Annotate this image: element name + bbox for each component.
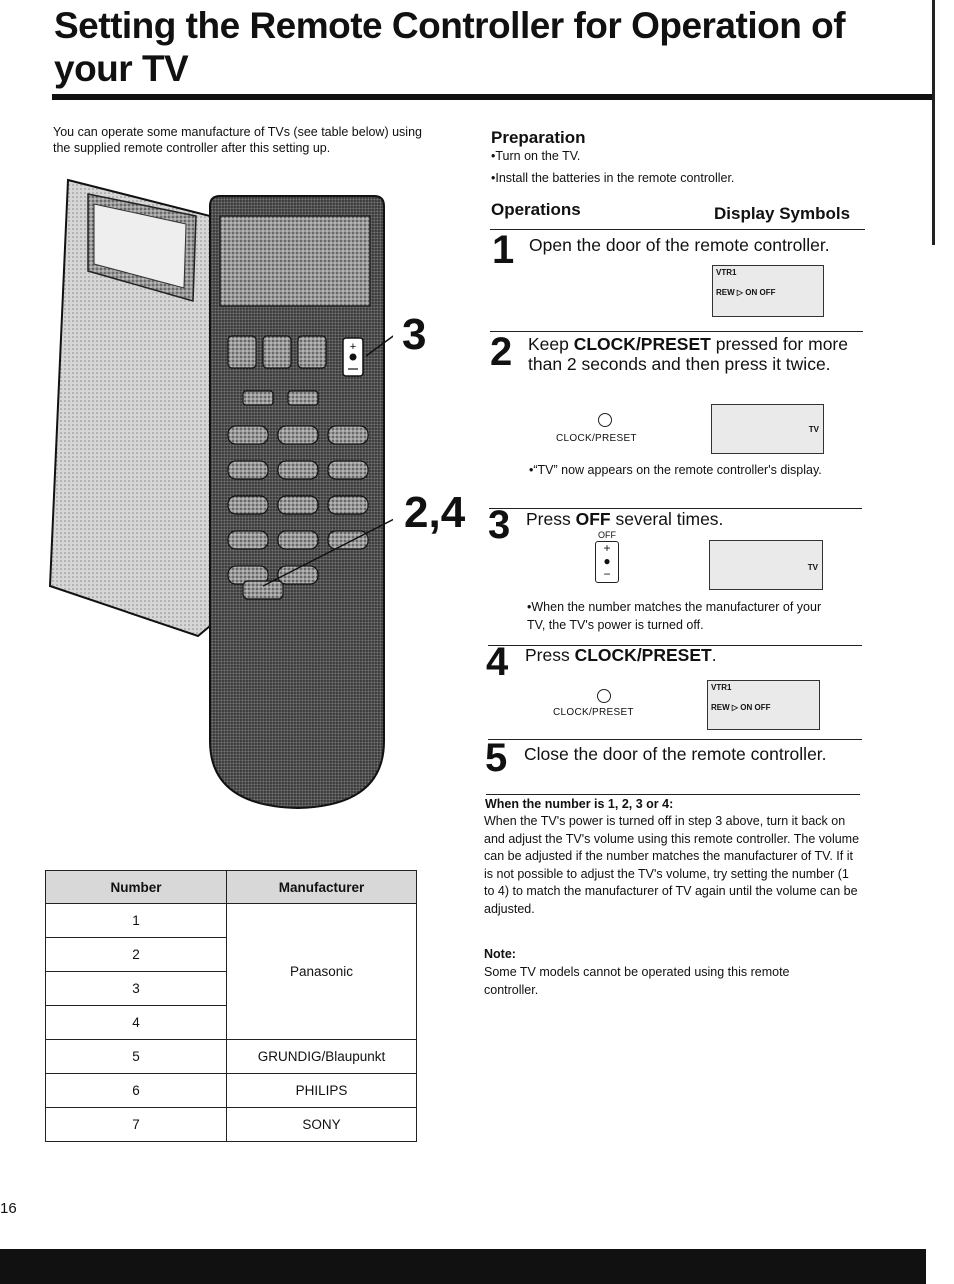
note-text: Some TV models cannot be operated using this remote controller.	[484, 965, 790, 997]
table-header-row	[46, 871, 417, 904]
preparation-item: •Turn on the TV.	[491, 149, 581, 163]
page-edge-line	[932, 0, 935, 245]
table-row	[46, 904, 417, 938]
step-key-name: CLOCK/PRESET	[573, 334, 711, 354]
divider	[488, 739, 862, 740]
step-text-part: Press	[526, 509, 576, 529]
step-number: 4	[486, 640, 509, 684]
step-note: •“TV” now appears on the remote controller's display.	[529, 463, 822, 477]
number-cell: 3	[46, 972, 227, 1006]
clock-preset-button-icon	[598, 413, 612, 427]
when-number-text: When the TV's power is turned off in step 3 above, turn it back on and adjust the TV's volume using this remote controller. The volume can be adjusted if the number matches the manufacturer of TV. If it is not possible to adjust the TV's volume, try setting the number (1 to 4) to match the manufacturer of TV again until the volume can be adjusted.	[484, 814, 860, 916]
lcd-row: REW ▷ ON OFF	[716, 288, 776, 297]
page-number: 16	[0, 1200, 17, 1217]
preparation-item: •Install the batteries in the remote controller.	[491, 171, 735, 185]
page-title: Setting the Remote Controller for Operation of your TV	[54, 5, 846, 89]
manufacturer-cell: Panasonic	[227, 904, 417, 1040]
lcd-display	[709, 540, 823, 590]
intro-text: You can operate some manufacture of TVs (see table below) using the supplied remote controller after this setting up.	[53, 125, 422, 155]
table-row	[46, 1074, 417, 1108]
step-text	[528, 334, 858, 374]
step-key-name: CLOCK/PRESET	[574, 645, 712, 665]
step-number: 2	[490, 330, 513, 374]
table-row	[46, 1108, 417, 1142]
display-symbols-heading: Display Symbols	[714, 204, 851, 223]
divider	[490, 331, 863, 332]
svg-text:+: +	[349, 341, 357, 353]
clock-preset-label: CLOCK/PRESET	[553, 707, 634, 718]
number-cell: 5	[46, 1040, 227, 1074]
column-header-number: Number	[46, 871, 227, 904]
manufacturer-cell: PHILIPS	[227, 1074, 417, 1108]
manufacturer-cell: GRUNDIG/Blaupunkt	[227, 1040, 417, 1074]
callout-steps-2-4: 2,4	[404, 488, 466, 537]
step-text-part: Press	[525, 645, 575, 665]
lcd-display	[711, 404, 824, 454]
step-text-part: Keep	[528, 334, 574, 354]
step-text-part: pressed for more than 2 seconds and then press it twice.	[528, 334, 848, 374]
lcd-display	[707, 680, 820, 730]
clock-preset-button-icon	[597, 689, 611, 703]
operations-heading: Operations	[491, 200, 581, 219]
step-text: Open the door of the remote controller.	[529, 235, 830, 255]
note-heading: Note:	[484, 947, 516, 961]
callout-step-3: 3	[402, 310, 427, 359]
table-row	[46, 1040, 417, 1074]
number-cell: 7	[46, 1108, 227, 1142]
number-cell: 2	[46, 938, 227, 972]
number-cell: 6	[46, 1074, 227, 1108]
step-number: 1	[492, 228, 515, 272]
step-text	[525, 645, 855, 665]
step-number: 3	[488, 503, 511, 547]
lcd-display	[712, 265, 824, 317]
step-text	[526, 509, 856, 529]
column-header-manufacturer: Manufacturer	[227, 871, 417, 904]
step-text-part: .	[711, 645, 717, 665]
lcd-vtr-label: VTR1	[716, 268, 737, 277]
lcd-vtr-label: VTR1	[711, 683, 732, 692]
off-label: OFF	[598, 530, 616, 540]
step-note: •When the number matches the manufacturer of your TV, the TV's power is turned off.	[527, 600, 822, 632]
step-key-name: OFF	[575, 509, 611, 529]
lcd-row: REW ▷ ON OFF	[711, 703, 771, 712]
remote-controller-illustration	[48, 176, 393, 816]
step-text-part: several times.	[610, 509, 724, 529]
when-number-heading: When the number is 1, 2, 3 or 4:	[485, 797, 674, 811]
step-text: Close the door of the remote controller.	[524, 744, 827, 764]
title-rule	[52, 94, 934, 100]
bottom-black-bar	[0, 1249, 926, 1284]
number-cell: 4	[46, 1006, 227, 1040]
clock-preset-label: CLOCK/PRESET	[556, 433, 637, 444]
manufacturer-cell: SONY	[227, 1108, 417, 1142]
step-number: 5	[485, 736, 508, 780]
number-cell: 1	[46, 904, 227, 938]
divider	[490, 229, 865, 230]
divider	[486, 794, 860, 795]
lcd-tv-label: TV	[807, 563, 818, 572]
off-button-icon: + ● −	[595, 541, 619, 583]
preparation-heading: Preparation	[491, 128, 586, 147]
manufacturer-table	[45, 870, 417, 1142]
lcd-tv-label: TV	[808, 425, 819, 434]
